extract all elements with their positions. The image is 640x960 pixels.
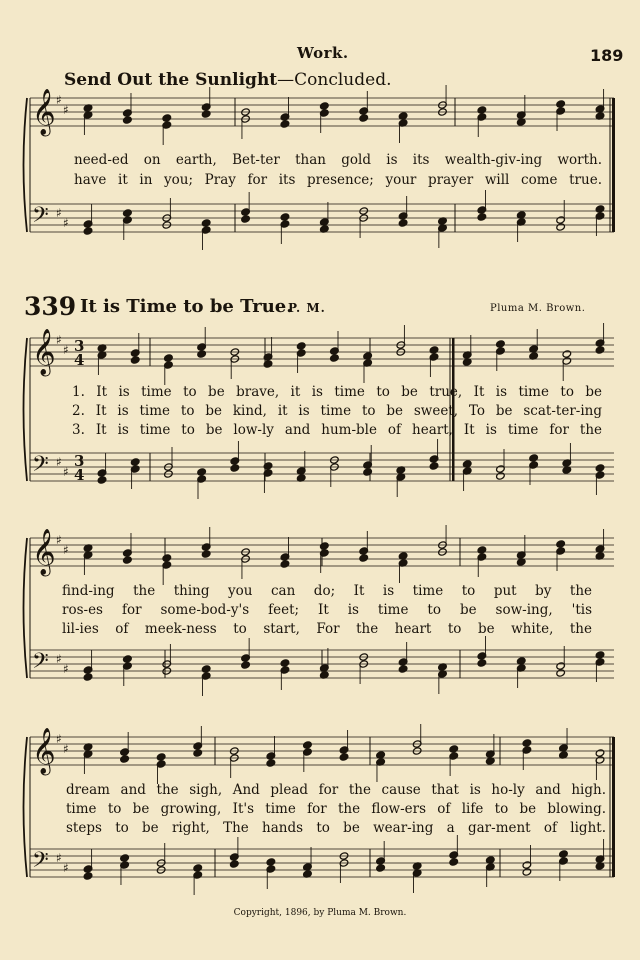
continued-lyric-line-1: need-ed on earth, Bet-ter than gold is its wealth-giv-ing worth.	[74, 152, 602, 168]
system-brace	[24, 737, 28, 877]
system-brace	[24, 98, 28, 232]
treble-clef-icon: 𝄞	[32, 728, 56, 774]
lyric-s1-v2: 2. It is time to be kind, it is time to be sweet, To be scat-ter-ing	[72, 403, 602, 419]
note-head	[201, 550, 211, 558]
note-head	[266, 858, 276, 866]
note-head	[241, 661, 251, 669]
system-brace	[24, 338, 28, 481]
key-sharp-icon: ♯	[56, 533, 62, 547]
note-head	[162, 554, 172, 562]
treble-clef-icon: 𝄞	[32, 329, 56, 375]
note-head	[363, 468, 373, 476]
note-head	[83, 673, 93, 681]
key-sharp-icon: ♯	[63, 216, 69, 230]
note-head	[130, 458, 140, 466]
key-sharp-icon: ♯	[63, 543, 69, 557]
note-head	[556, 223, 566, 231]
note-head	[339, 753, 349, 761]
page-number: 189	[590, 46, 624, 65]
note-head	[123, 209, 133, 217]
note-head	[496, 340, 506, 348]
note-head	[197, 468, 207, 476]
note-head	[595, 749, 605, 757]
note-head	[429, 346, 439, 354]
lyric-s3-v3: steps to be right, The hands to be wear-ing a gar-ment of light.	[66, 820, 606, 836]
note-head	[529, 454, 539, 462]
note-head	[296, 342, 306, 350]
hymn-title: It is Time to be True.	[80, 296, 293, 317]
lyric-s2-v1: find-ing the thing you can do; It is time to put by the	[62, 583, 592, 599]
key-sharp-icon: ♯	[63, 861, 69, 875]
note-head	[522, 739, 532, 747]
note-head	[201, 110, 211, 118]
note-head	[156, 753, 166, 761]
time-signature-top: 3	[74, 337, 85, 355]
time-signature-bottom: 4	[74, 466, 85, 484]
key-sharp-icon: ♯	[56, 851, 62, 865]
note-head	[97, 476, 107, 484]
continued-title: Send Out the Sunlight	[64, 70, 278, 90]
note-head	[230, 860, 240, 868]
note-head	[83, 227, 93, 235]
note-head	[477, 106, 487, 114]
note-head	[496, 472, 506, 480]
key-sharp-icon: ♯	[56, 652, 62, 666]
note-head	[241, 215, 251, 223]
note-head	[449, 745, 459, 753]
bass-clef-icon: 𝄢	[32, 649, 49, 679]
note-head	[162, 114, 172, 122]
note-head	[201, 665, 211, 673]
time-signature-top: 3	[74, 452, 85, 470]
note-head	[201, 219, 211, 227]
note-head	[120, 755, 130, 763]
treble-clef-icon: 𝄞	[32, 529, 56, 575]
continued-lyric-line-2: have it in you; Pray for its presence; your prayer will come true.	[74, 172, 602, 188]
note-head	[359, 554, 369, 562]
note-head	[595, 205, 605, 213]
copyright-notice: Copyright, 1896, by Pluma M. Brown.	[233, 908, 407, 918]
note-head	[320, 542, 330, 550]
note-head	[556, 540, 566, 548]
note-head	[193, 864, 203, 872]
note-head	[280, 120, 290, 128]
note-head	[595, 346, 605, 354]
bass-clef-icon: 𝄢	[32, 203, 49, 233]
final-barline	[612, 98, 615, 232]
note-head	[559, 850, 569, 858]
time-signature-bottom: 4	[74, 351, 85, 369]
note-head	[398, 219, 408, 227]
key-sharp-icon: ♯	[56, 732, 62, 746]
note-head	[398, 665, 408, 673]
note-head	[197, 350, 207, 358]
note-head	[193, 749, 203, 757]
note-head	[556, 100, 566, 108]
note-head	[266, 759, 276, 767]
lyric-s2-v2: ros-es for some-bod-y's feet; It is time to be sow-ing, 'tis	[62, 602, 592, 618]
note-head	[280, 560, 290, 568]
lyric-s1-v3: 3. It is time to be low-ly and hum-ble of heart, It is time for the	[72, 422, 602, 438]
lyric-s2-v3: lil-ies of meek-ness to start, For the heart to be white, the	[62, 621, 592, 637]
note-head	[429, 462, 439, 470]
lyric-s3-v2: time to be growing, It's time for the flow-ers of life to be blowing.	[66, 801, 606, 817]
note-head	[130, 356, 140, 364]
note-head	[83, 872, 93, 880]
note-head	[556, 669, 566, 677]
key-sharp-icon: ♯	[63, 343, 69, 357]
key-sharp-icon: ♯	[56, 206, 62, 220]
note-head	[522, 868, 532, 876]
lyric-s3-v1: dream and the sigh, And plead for the cause that is ho-ly and high.	[66, 782, 606, 798]
hymn-number: 339	[24, 292, 77, 321]
lyric-s1-v1: 1. It is time to be brave, it is time to be true, It is time to be	[72, 384, 602, 400]
bass-clef-icon: 𝄢	[32, 452, 49, 482]
running-head: Work.	[297, 44, 349, 62]
key-sharp-icon: ♯	[56, 333, 62, 347]
final-barline	[612, 737, 615, 877]
note-head	[595, 651, 605, 659]
note-head	[230, 464, 240, 472]
key-sharp-icon: ♯	[63, 103, 69, 117]
note-head	[449, 858, 459, 866]
bass-clef-icon: 𝄢	[32, 848, 49, 878]
note-head	[477, 546, 487, 554]
note-head	[303, 741, 313, 749]
key-sharp-icon: ♯	[63, 742, 69, 756]
note-head	[330, 354, 340, 362]
note-head	[123, 655, 133, 663]
hymn-meter: P. M.	[288, 301, 326, 315]
system-brace	[24, 538, 28, 678]
key-sharp-icon: ♯	[63, 662, 69, 676]
treble-clef-icon: 𝄞	[32, 89, 56, 135]
key-sharp-icon: ♯	[56, 455, 62, 469]
key-sharp-icon: ♯	[63, 465, 69, 479]
note-head	[123, 116, 133, 124]
note-head	[280, 213, 290, 221]
note-head	[123, 556, 133, 564]
key-sharp-icon: ♯	[56, 93, 62, 107]
note-head	[120, 854, 130, 862]
note-head	[376, 864, 386, 872]
hymn-author: Pluma M. Brown.	[490, 303, 586, 314]
continued-suffix: —Concluded.	[277, 70, 392, 90]
note-head	[477, 659, 487, 667]
note-head	[595, 464, 605, 472]
note-head	[477, 213, 487, 221]
note-head	[320, 102, 330, 110]
note-head	[359, 114, 369, 122]
note-head	[562, 350, 572, 358]
note-head	[164, 354, 174, 362]
note-head	[280, 659, 290, 667]
